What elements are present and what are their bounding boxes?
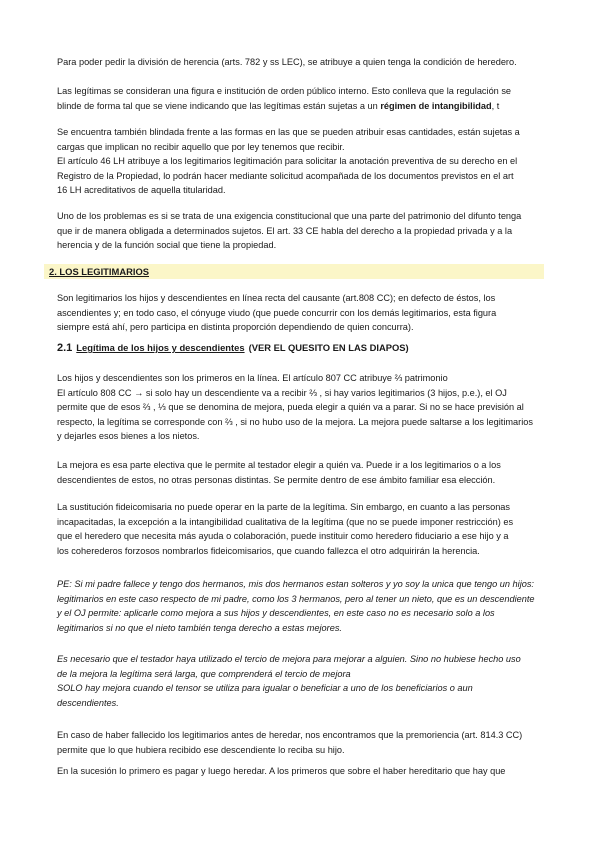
text-line: PE: Si mi padre fallece y tengo dos hermanos, mis dos hermanos estan solteros y yo soy la unica que tengo un hijos: <box>57 579 534 589</box>
text-line: descendientes. <box>57 697 119 708</box>
text-line: Se encuentra también blindada frente a las formas en las que se pueden atribuir esas cantidades, están sujetas a <box>57 127 520 137</box>
text-line: incapacitadas, la excepción a la intangibilidad cualitativa de la legítima (que no se puede imponer restricción) es <box>57 516 514 527</box>
text-line: Es necesario que el testador haya utilizado el tercio de mejora para mejorar a alguien. Sino no hubiese hecho uso <box>57 654 521 664</box>
paragraph-legitimas-orden-publico <box>57 84 543 113</box>
text-line: Uno de los problemas es si se trata de una exigencia constitucional que una parte del patrimonio del difunto tenga <box>57 211 522 221</box>
text-line: respecto, la legítima se corresponde con ⅔ , si no hubo uso de la mejora. La mejora puede saltarse a los legitimarios <box>57 416 533 427</box>
paragraph-mejora-electiva <box>57 458 543 487</box>
paragraph-son-legitimarios <box>57 291 543 335</box>
text-segment: blinde de forma tal que se viene indicando que las legítimas están sujetas a un <box>57 100 381 111</box>
text-line: permite que de esos ⅔ , ⅓ que se denomina de mejora, pueda elegir a quién va a parar. Si no se hace previsión al <box>57 402 524 413</box>
text-line: 16 LH acreditativos de aquella titularidad. <box>57 185 226 196</box>
paragraph-premoriencia <box>57 728 543 757</box>
text-line: La sustitución fideicomisaria no puede operar en la parte de la legítima. Sin embargo, en cuanto a las personas <box>57 502 511 512</box>
text-line: que el heredero que necesita más ayuda o colaboración, puede instituir como heredero fiduciario a ese hijo y a <box>57 531 509 542</box>
text-line: permite que lo que hubiera recibido ese descendiente lo reciba su hijo. <box>57 744 345 755</box>
subsection-heading <box>57 341 409 355</box>
text-line: de la mejora la legítima será larga, que comprenderá el tercio de mejora <box>57 668 351 679</box>
text-line: los coherederos forzosos nombrarlos fideicomisarios, que cuando fallezca el otro adquirirán la herencia. <box>57 545 480 556</box>
text-line: Son legitimarios los hijos y descendientes en línea recta del causante (art.808 CC); en defecto de éstos, los <box>57 293 496 303</box>
text-line: En caso de haber fallecido los legitimarios antes de heredar, nos encontramos que la premoriencia (art. 814.3 CC) <box>57 730 523 740</box>
text-line: cargas que implican no recibir aquello que por ley tenemos que recibir. <box>57 141 345 152</box>
paragraph-sustitucion-fideicomisaria <box>57 500 543 558</box>
text-line: legitimarios si no que el nieto también tenga derecho a estas mejores. <box>57 622 342 633</box>
text-line: que ir de manera obligada a determinados sujetos. El art. 33 CE habla del derecho a la propiedad privada y a la <box>57 225 513 236</box>
text-line: y el OJ permite: aplicarle como mejora a sus hijos y descendientes, en este caso no es necesario solo a los <box>57 608 495 619</box>
text-line: El artículo 46 LH atribuye a los legitimarios legitimación para solicitar la anotación preventiva de su derecho en el <box>57 156 518 167</box>
section-heading: 2. LOS LEGITIMARIOS <box>49 266 150 277</box>
text-line: En la sucesión lo primero es pagar y luego heredar. A los primeros que sobre el haber hereditario que hay que <box>57 766 506 776</box>
subsection-title: Legítima de los hijos y descendientes <box>76 342 245 353</box>
text-line: y dejarles esos bienes a los nietos. <box>57 431 200 442</box>
text-line: La mejora es esa parte electiva que le permite al testador elegir a quién va. Puede ir a los legitimarios o a los <box>57 460 501 470</box>
text-line <box>57 99 543 114</box>
text-line: legitimarios en este caso respecto de mi padre, como los 3 hermanos, pero al tener un nieto, que es un descendiente <box>57 593 535 604</box>
paragraph-division-herencia <box>57 55 543 70</box>
paragraph-hijos-descendientes <box>57 371 543 444</box>
subsection-number: 2.1 <box>57 342 73 354</box>
text-line: siempre está ahí, pero participa en distinta proporción dependiendo de quien concurra). <box>57 322 414 333</box>
text-line: ascendientes y; en todo caso, el cónyuge viudo (que puede concurrir con los demás legitimarios, esta figura <box>57 307 497 318</box>
text-line: SOLO hay mejora cuando el tensor se utiliza para igualar o beneficiar a uno de los beneficiarios o aun <box>57 683 473 694</box>
text-line: Los hijos y descendientes son los primeros en la línea. El artículo 807 CC atribuye ⅔ patrimonio <box>57 373 448 383</box>
text-line: Registro de la Propiedad, lo podrán hacer mediante solicitud acompañada de los documentos previstos en el art <box>57 170 514 181</box>
bold-term: régimen de intangibilidad <box>380 100 492 111</box>
text-line: herencia y de la función social que tiene la propiedad. <box>57 240 277 251</box>
text-line: El artículo 808 CC → si solo hay un descendiente va a recibir ⅔ , si hay varios legitimarios (3 hijos, p.e.), el OJ <box>57 387 507 398</box>
text-line: Para poder pedir la división de herencia (arts. 782 y ss LEC), se atribuye a quien tenga la condición de heredero. <box>57 57 517 67</box>
paragraph-tercio-mejora <box>57 652 543 710</box>
text-segment: , t <box>491 100 500 111</box>
text-line: descendientes de estos, no otras personas distintas. Se permite dentro de ese ámbito familiar esa elección. <box>57 474 496 485</box>
paragraph-exigencia-constitucional <box>57 209 543 253</box>
paragraph-sucesion <box>57 764 543 779</box>
text-line: Las legítimas se consideran una figura e institución de orden público interno. Esto conlleva que la regulación se <box>57 86 512 96</box>
subsection-note: (VER EL QUESITO EN LAS DIAPOS) <box>248 342 409 353</box>
paragraph-ejemplo <box>57 577 543 635</box>
paragraph-blindada <box>57 125 543 198</box>
